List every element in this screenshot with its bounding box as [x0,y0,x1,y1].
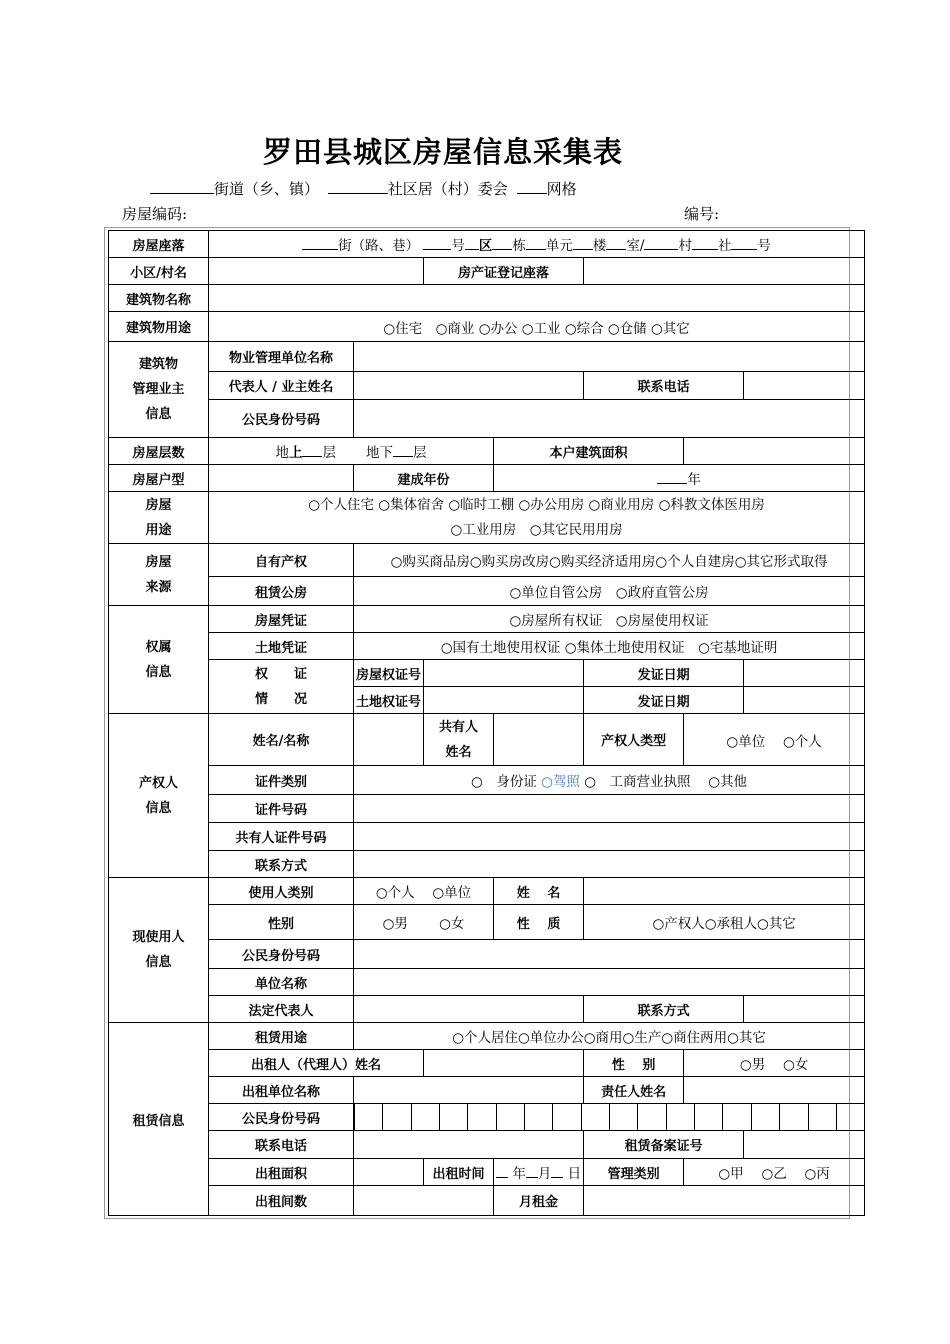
house-type-field[interactable] [209,465,354,492]
label-lease-phone: 联系电话 [209,1131,354,1159]
label-building-name: 建筑物名称 [109,285,209,312]
label-occupant-nature: 性 质 [494,905,584,940]
location-field[interactable]: 街（路、巷） 号 区 栋 单元 楼 室/ 村 社 号 [209,231,865,258]
label-own-property: 自有产权 [209,544,354,577]
lease-id-cells[interactable] [354,1104,865,1131]
label-rights: 权属 信息 [109,606,209,714]
owner-type-options[interactable]: ○单位 ○个人 [684,714,865,766]
area-field[interactable] [684,438,865,465]
lease-area-field[interactable] [354,1159,424,1186]
building-use-options[interactable]: ○住宅 ○商业 ○办公 ○工业 ○综合 ○仓储 ○其它 [209,312,865,342]
house-cert-no-field[interactable] [424,660,584,687]
label-owner-id: 公民身份号码 [209,400,354,438]
house-info-form [108,230,865,1216]
label-occupant-gender: 性别 [209,905,354,940]
label-lease-id: 公民身份号码 [209,1104,354,1131]
page-title: 罗田县城区房屋信息采集表 [262,135,623,169]
owner-id-field[interactable] [354,400,865,438]
label-deed-location: 房产证登记座落 [424,258,584,285]
lease-time-field[interactable]: 年 月 日 [494,1159,584,1186]
label-lessor-unit: 出租单位名称 [209,1077,354,1104]
label-lessor-name: 出租人（代理人）姓名 [209,1050,424,1077]
occupant-unit-field[interactable] [354,969,865,996]
occupant-gender-options[interactable]: ○男 ○女 [354,905,494,940]
house-cert-options[interactable]: ○房屋所有权证 ○房屋使用权证 [354,606,865,633]
occupant-nature-options[interactable]: ○产权人○承租人○其它 [584,905,865,940]
label-area: 本户建筑面积 [494,438,684,465]
monthly-rent-field[interactable] [584,1186,865,1216]
label-community: 小区/村名 [109,258,209,285]
co-owner-name-field[interactable] [494,714,584,766]
label-cert-status: 权 证 情 况 [209,660,354,714]
label-build-year: 建成年份 [354,465,494,492]
lessor-name-field[interactable] [424,1050,584,1077]
legal-rep-field[interactable] [354,996,584,1023]
building-name-field[interactable] [209,285,865,312]
label-house-use: 房屋 用途 [109,492,209,544]
label-owner-type: 产权人类型 [584,714,684,766]
label-occupant-unit: 单位名称 [209,969,354,996]
label-resp-name: 责任人姓名 [584,1077,684,1104]
occupant-contact-field[interactable] [744,996,865,1023]
label-lessor-gender: 性 别 [584,1050,684,1077]
lease-use-options[interactable]: ○个人居住○单位办公○商用○生产○商住两用○其它 [354,1023,865,1050]
label-legal-rep: 法定代表人 [209,996,354,1023]
label-id-type: 证件类别 [209,766,354,795]
own-property-options[interactable]: ○购买商品房○购买房改房○购买经济适用房○个人自建房○其它形式取得 [354,544,865,577]
record-no-field[interactable] [744,1131,865,1159]
issue-date-field[interactable] [744,660,865,687]
label-mgmt-type: 管理类别 [584,1159,684,1186]
label-occupant-contact: 联系方式 [584,996,744,1023]
owner-contact-field[interactable] [744,372,865,400]
label-rep-name: 代表人 / 业主姓名 [209,372,354,400]
occupant-name-field[interactable] [584,878,865,905]
label-co-owner-id: 共有人证件号码 [209,823,354,851]
mgmt-type-options[interactable]: ○甲 ○乙 ○丙 [684,1159,865,1186]
community-blank[interactable] [328,179,388,194]
label-lease-time: 出租时间 [424,1159,494,1186]
label-owner-contact: 联系电话 [584,372,744,400]
community-field[interactable] [209,258,424,285]
deed-location-field[interactable] [584,258,865,285]
house-code-label: 房屋编码: [122,205,188,223]
floors-field[interactable]: 地上 层 地下 层 [209,438,494,465]
house-use-options[interactable]: ○个人住宅 ○集体宿舍 ○临时工棚 ○办公用房 ○商业用房 ○科教文体医用房 ○工业用房 ○其它民用用房 [209,492,865,544]
label-issue-date-2: 发证日期 [584,687,744,714]
label-owner-id-no: 证件号码 [209,795,354,823]
label-occupant: 现使用人 信息 [109,878,209,1023]
land-cert-no-field[interactable] [424,687,584,714]
label-rent-public: 租赁公房 [209,577,354,606]
street-blank[interactable] [150,179,214,194]
label-land-cert-no: 土地权证号 [354,687,424,714]
label-occupant-type: 使用人类别 [209,878,354,905]
lessor-unit-field[interactable] [354,1077,584,1104]
owner-name-field[interactable] [354,714,424,766]
label-house-cert: 房屋凭证 [209,606,354,633]
label-lease-rooms: 出租间数 [209,1186,354,1216]
build-year-field[interactable]: 年 [494,465,865,492]
label-property-owner: 产权人 信息 [109,714,209,878]
label-record-no: 租赁备案证号 [584,1131,744,1159]
label-occupant-id: 公民身份号码 [209,940,354,969]
label-floors: 房屋层数 [109,438,209,465]
label-lease-use: 租赁用途 [209,1023,354,1050]
label-source: 房屋 来源 [109,544,209,606]
label-lease: 租赁信息 [109,1023,209,1216]
label-owner-name: 姓名/名称 [209,714,354,766]
lessor-gender-options[interactable]: ○男 ○女 [684,1050,865,1077]
occupant-id-field[interactable] [354,940,865,969]
lease-phone-field[interactable] [354,1131,584,1159]
label-monthly-rent: 月租金 [494,1186,584,1216]
label-house-cert-no: 房屋权证号 [354,660,424,687]
label-land-cert: 土地凭证 [209,633,354,660]
rep-name-field[interactable] [354,372,584,400]
rent-public-options[interactable]: ○单位自管公房 ○政府直管公房 [354,577,865,606]
grid-blank[interactable] [517,179,547,194]
owner-id-no-field[interactable] [354,795,865,823]
id-type-options[interactable]: ○ 身份证 ○驾照 ○ 工商营业执照 ○其他 [354,766,865,795]
label-owner-info: 建筑物 管理业主 信息 [109,342,209,438]
label-co-owner-name: 共有人 姓名 [424,714,494,766]
location-subheader: 街道（乡、镇） 社区居（村）委会 网格 [150,178,577,199]
label-owner-contact-method: 联系方式 [209,851,354,878]
resp-name-field[interactable] [684,1077,865,1104]
label-mgmt-unit: 物业管理单位名称 [209,342,354,372]
label-building-use: 建筑物用途 [109,312,209,342]
label-location: 房屋座落 [109,231,209,258]
lease-rooms-field[interactable] [354,1186,494,1216]
issue-date-2-field[interactable] [744,687,865,714]
mgmt-unit-field[interactable] [354,342,865,372]
co-owner-id-field[interactable] [354,823,865,851]
number-label: 编号: [684,205,720,223]
land-cert-options[interactable]: ○国有土地使用权证 ○集体土地使用权证 ○宅基地证明 [354,633,865,660]
occupant-type-options[interactable]: ○个人 ○单位 [354,878,494,905]
label-house-type: 房屋户型 [109,465,209,492]
owner-contact-method-field[interactable] [354,851,865,878]
label-issue-date: 发证日期 [584,660,744,687]
label-lease-area: 出租面积 [209,1159,354,1186]
label-occupant-name: 姓 名 [494,878,584,905]
